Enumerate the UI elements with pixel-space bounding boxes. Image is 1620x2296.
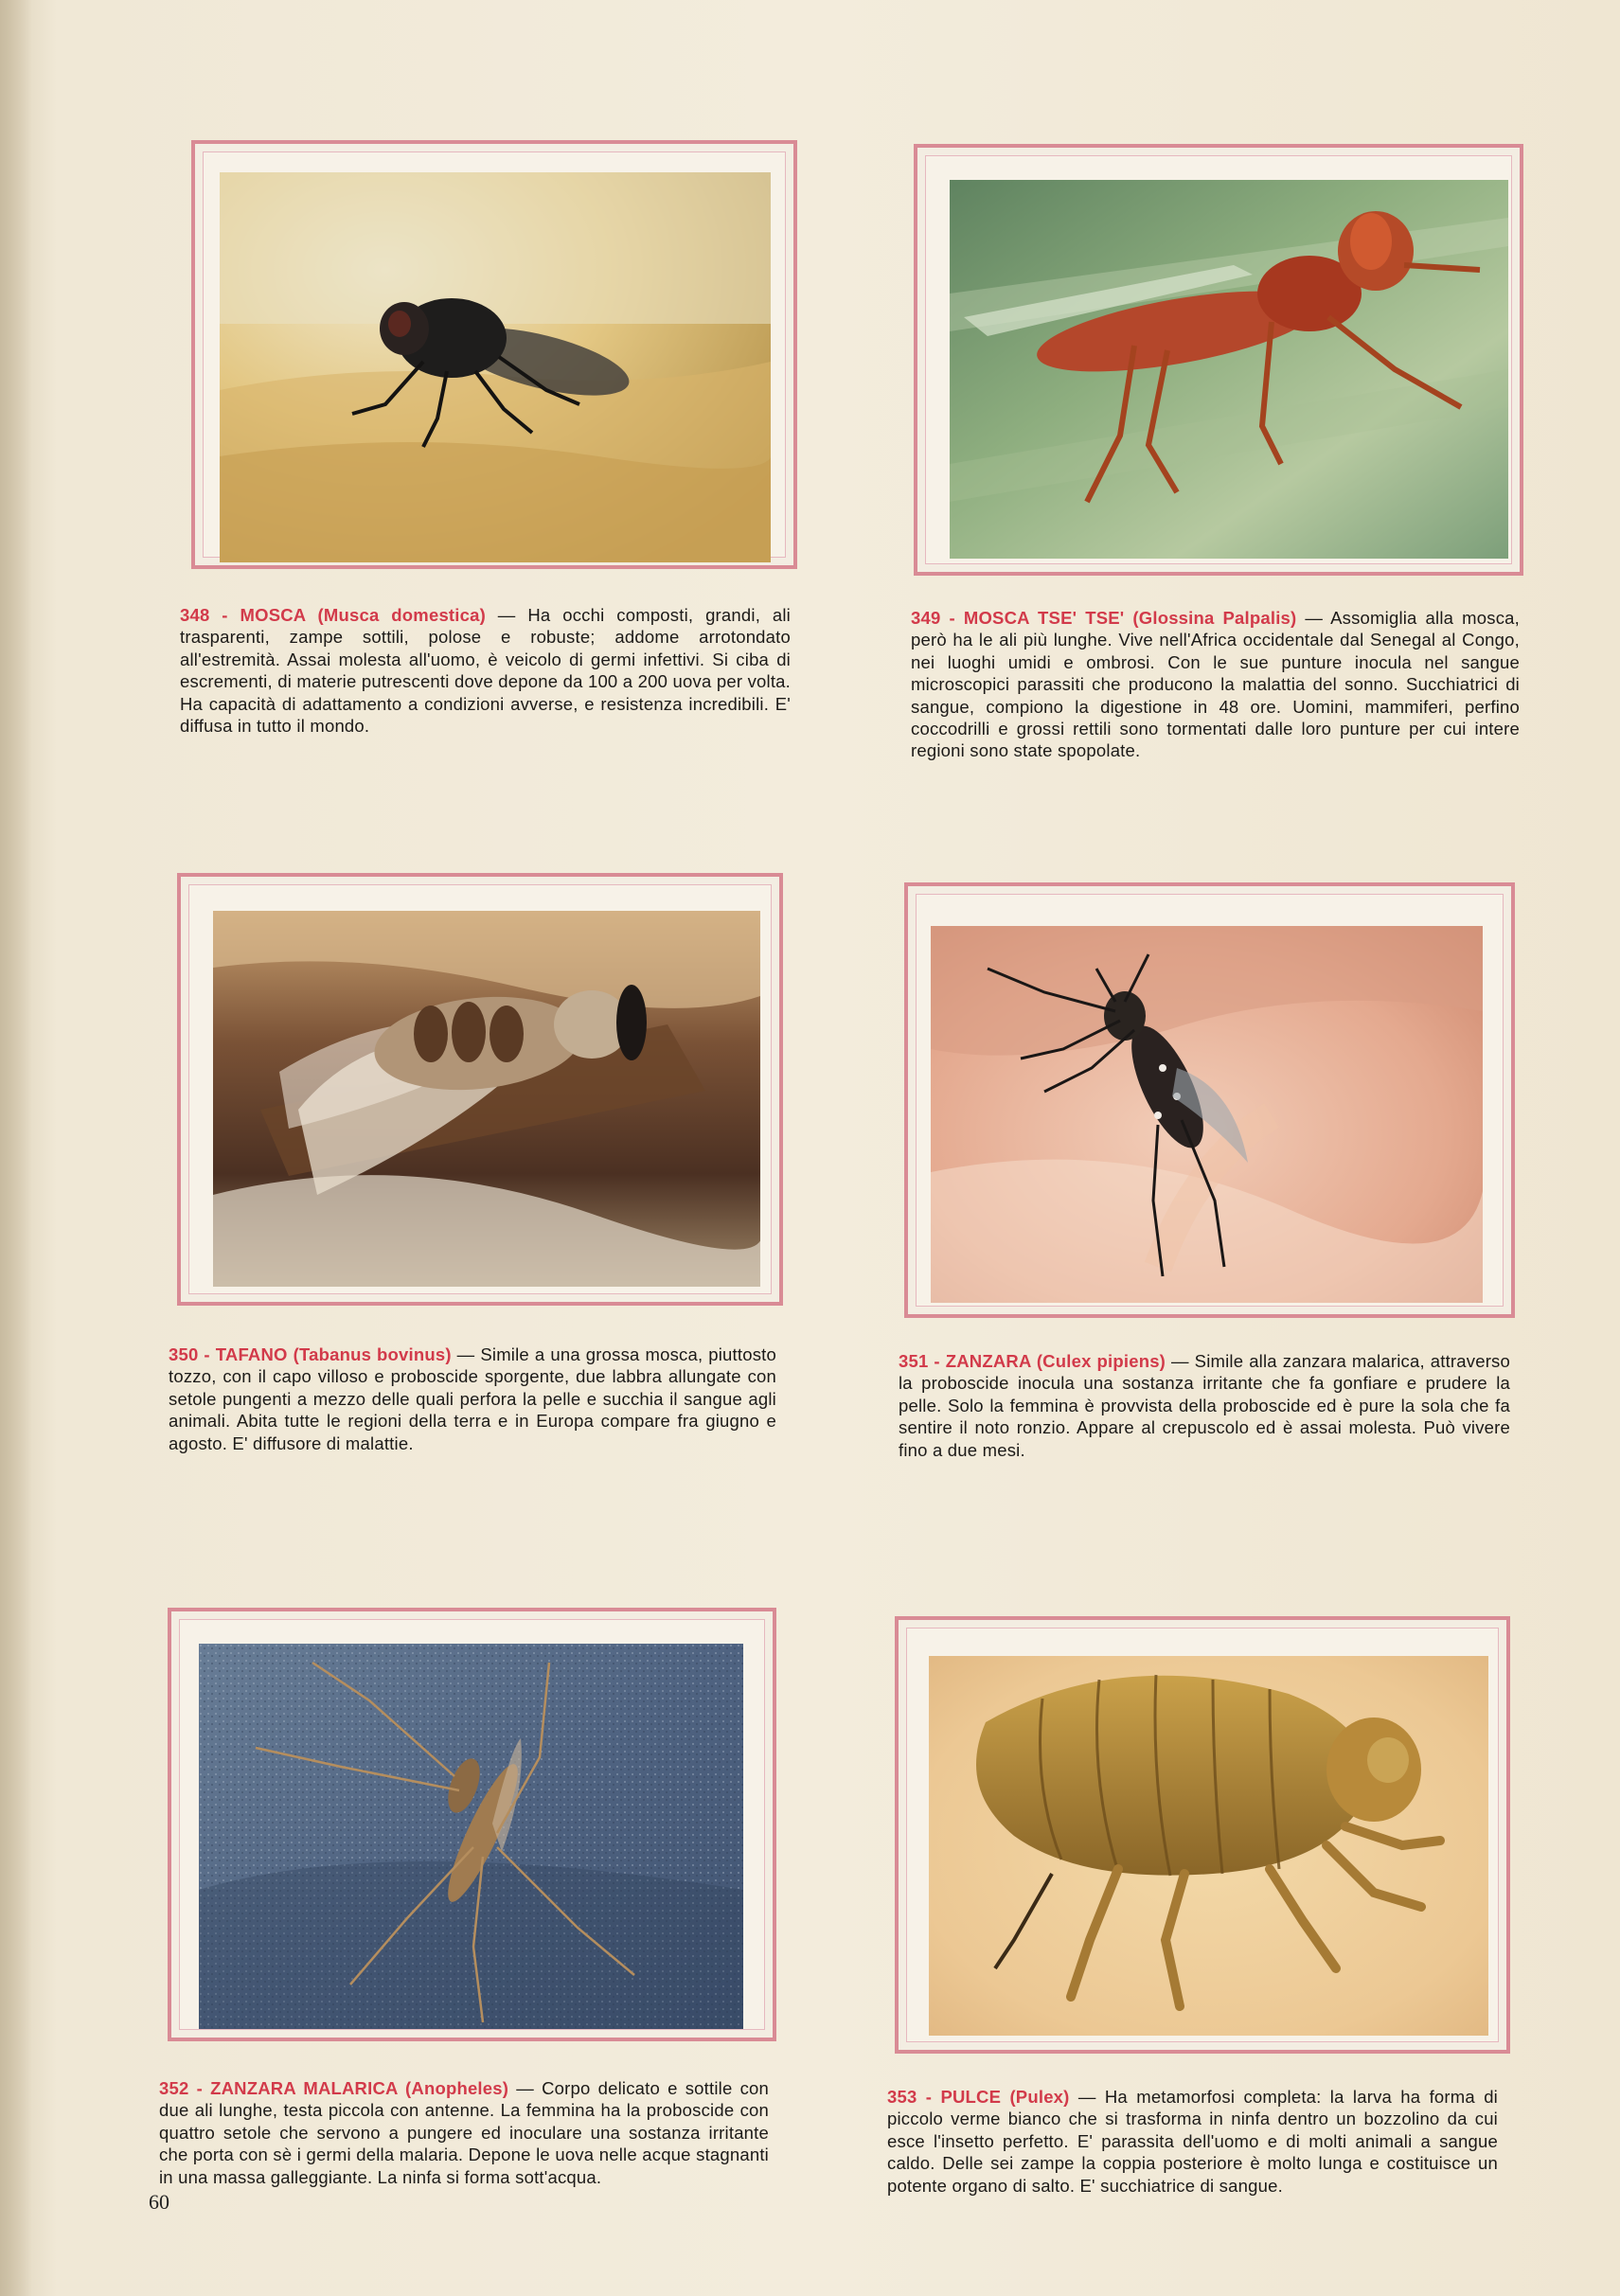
caption-text: — Assomiglia alla mosca, però ha le ali più lunghe. Vive nell'Africa occidentale dal Senegal al Congo, nei luoghi umidi e ombrosi. Con le sue punture inocula nel sangue microscopici parassiti che producono la malattia del sonno. Succhiatrici di sangue, compiono la digestione in 48 ore. Uomini, mammiferi, perfino coccodrilli e grossi rettili sono tormentati dalle loro punture per cui intere regioni sono state spopolate. <box>911 608 1520 761</box>
caption-heading: 349 - MOSCA TSE' TSE' (Glossina Palpalis) <box>911 608 1297 628</box>
page-binding-shadow <box>0 0 32 2296</box>
sticker-caption <box>169 1344 776 1454</box>
caption-text: — Ha occhi composti, grandi, ali trasparenti, zampe sottili, polose e robuste; addome arrotondato all'estremità. Assai molesta all'uomo, è veicolo di germi infettivi. Si ciba di escrementi, di materie putrescenti dove depone da 100 a 200 uova per volta. Ha capacità di adattamento a condizioni avverse, e resistenza incredibili. E' diffusa in tutto il mondo. <box>180 605 791 737</box>
sticker-caption <box>887 2086 1498 2197</box>
caption-text: — Simile a una grossa mosca, piuttosto tozzo, con il capo villoso e proboscide sporgente, due labbra allungate con setole pungenti a mezzo delle quali perfora la pelle e succhia il sangue agli animali. Abita tutte le regioni della terra e in Europa compare fra giugno e agosto. E' diffusore di malattie. <box>169 1344 776 1453</box>
caption-heading: 352 - ZANZARA MALARICA (Anopheles) <box>159 2078 509 2098</box>
caption-heading: 348 - MOSCA (Musca domestica) <box>180 605 486 625</box>
sticker-caption <box>180 604 791 737</box>
caption-text: — Corpo delicato e sottile con due ali lunghe, testa piccola con antenne. La femmina ha la proboscide con quattro setole che servono a pungere ed inoculare una sostanza irritante che porta con sè i germi della malaria. Depone le uova nelle acque stagnanti in una massa galleggiante. La ninfa si forma sott'acqua. <box>159 2078 769 2187</box>
tsetse-fly-image <box>950 180 1508 559</box>
caption-text: — Simile alla zanzara malarica, attraverso la proboscide inocula una sostanza irritante che fa gonfiare e prudere la pelle. Solo la femmina è provvista della proboscide ed è pure la sola che fa sentire il noto ronzio. Appare al crepuscolo ed è assai molesta. Può vivere fino a due mesi. <box>899 1351 1510 1460</box>
sticker-caption <box>911 607 1520 762</box>
caption-heading: 351 - ZANZARA (Culex pipiens) <box>899 1351 1166 1371</box>
horsefly-image <box>213 911 760 1287</box>
anopheles-image <box>199 1644 743 2029</box>
caption-heading: 350 - TAFANO (Tabanus bovinus) <box>169 1344 452 1364</box>
housefly-image <box>220 172 771 562</box>
caption-heading: 353 - PULCE (Pulex) <box>887 2087 1070 2107</box>
flea-image <box>929 1656 1488 2036</box>
caption-text: — Ha metamorfosi completa: la larva ha forma di piccolo verme bianco che si trasforma in ninfa dentro un bozzolino da cui esce l'insetto perfetto. E' parassita dell'uomo e di molti animali a sangue caldo. Delle sei zampe la coppia posteriore è molto lunga e costituisce un potente organo di salto. E' succhiatrice di sangue. <box>887 2087 1498 2196</box>
sticker-caption <box>159 2077 769 2188</box>
mosquito-image <box>931 926 1483 1303</box>
sticker-caption <box>899 1350 1510 1461</box>
page-number: 60 <box>149 2190 169 2214</box>
